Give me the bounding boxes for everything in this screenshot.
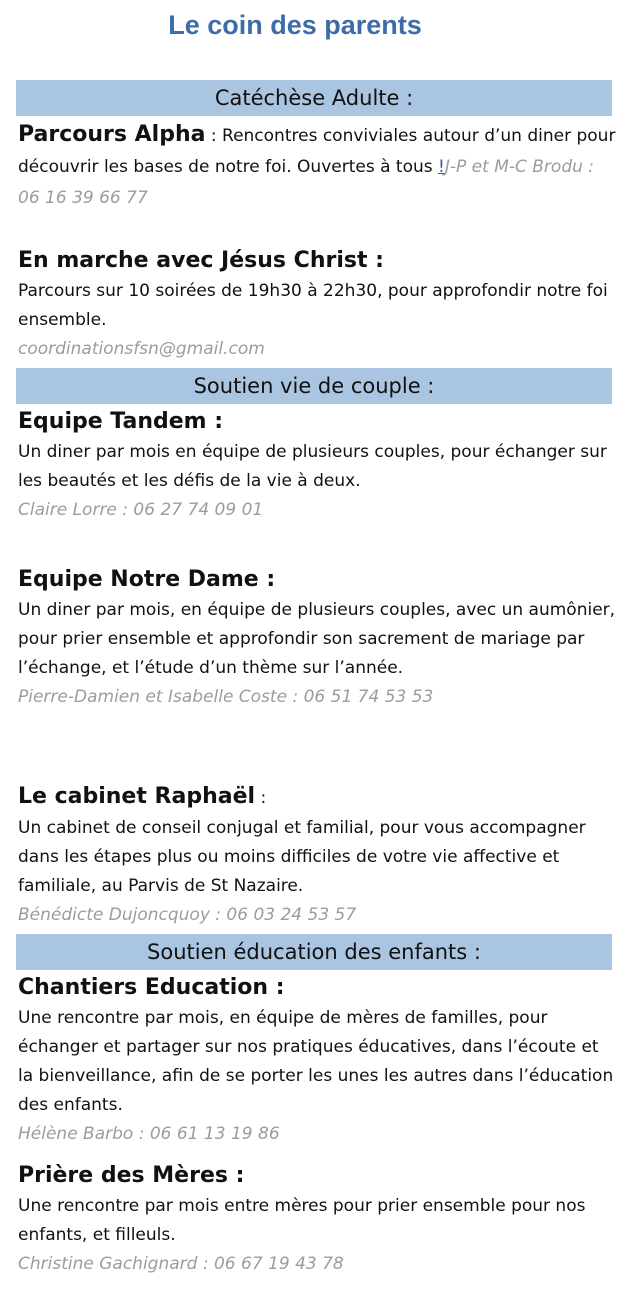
raphael-desc: Un cabinet de conseil conjugal et familial, pour vous accompagner dans les étapes plus ou moins difficiles de votre vie affective et familiale, au Parvis de St Nazaire. bbox=[18, 818, 586, 896]
section-band-couple: Soutien vie de couple : bbox=[16, 368, 612, 404]
entry-parcours-alpha bbox=[18, 119, 616, 214]
alpha-paragraph bbox=[18, 119, 616, 214]
entry-priere-des-meres bbox=[18, 1160, 616, 1279]
meres-desc: Une rencontre par mois entre mères pour prier ensemble pour nos enfants, et filleuls. bbox=[18, 1196, 586, 1245]
alpha-exclamation: ! bbox=[438, 157, 445, 177]
marche-desc: Parcours sur 10 soirées de 19h30 à 22h30, pour approfondir notre foi ensemble. bbox=[18, 281, 608, 330]
marche-title: En marche avec Jésus Christ : bbox=[18, 248, 384, 273]
notre-dame-contact: Pierre-Damien et Isabelle Coste : 06 51 74 53 53 bbox=[18, 687, 434, 707]
entry-equipe-tandem bbox=[18, 406, 616, 525]
entry-equipe-notre-dame bbox=[18, 564, 616, 712]
marche-contact: coordinationsfsn@gmail.com bbox=[18, 339, 265, 359]
section-band-catechese: Catéchèse Adulte : bbox=[16, 80, 612, 116]
entry-chantiers-education bbox=[18, 972, 616, 1149]
tandem-desc: Un diner par mois en équipe de plusieurs couples, pour échanger sur les beautés et les défis de la vie à deux. bbox=[18, 442, 607, 491]
meres-title: Prière des Mères : bbox=[18, 1163, 245, 1188]
raphael-heading bbox=[18, 781, 616, 814]
entry-cabinet-raphael bbox=[18, 781, 616, 930]
meres-contact: Christine Gachignard : 06 67 19 43 78 bbox=[18, 1254, 344, 1274]
alpha-desc: : Rencontres conviviales autour d’un diner pour découvrir les bases de notre foi. Ouvertes à tous bbox=[18, 126, 616, 177]
chantiers-desc: Une rencontre par mois, en équipe de mères de familles, pour échanger et partager sur nos pratiques éducatives, dans l’écoute et la bienveillance, afin de se porter les unes les autres dans l’éducation des enfants. bbox=[18, 1008, 614, 1115]
tandem-title: Equipe Tandem : bbox=[18, 409, 224, 434]
notre-dame-desc: Un diner par mois, en équipe de plusieurs couples, avec un aumônier, pour prier ensemble et approfondir son sacrement de mariage par l’échange, et l’étude d’un thème sur l’année. bbox=[18, 600, 616, 678]
alpha-contact: J-P et M-C Brodu : 06 16 39 66 77 bbox=[18, 157, 595, 208]
section-band-education: Soutien éducation des enfants : bbox=[16, 934, 612, 970]
raphael-contact: Bénédicte Dujoncquoy : 06 03 24 53 57 bbox=[18, 905, 357, 925]
raphael-title: Le cabinet Raphaël bbox=[18, 784, 256, 809]
page-title: Le coin des parents bbox=[168, 10, 422, 40]
entry-en-marche bbox=[18, 245, 616, 364]
chantiers-title: Chantiers Education : bbox=[18, 975, 285, 1000]
notre-dame-title: Equipe Notre Dame : bbox=[18, 567, 276, 592]
tandem-contact: Claire Lorre : 06 27 74 09 01 bbox=[18, 500, 264, 520]
alpha-title: Parcours Alpha bbox=[18, 122, 206, 147]
raphael-title-suffix: : bbox=[255, 788, 267, 808]
chantiers-contact: Hélène Barbo : 06 61 13 19 86 bbox=[18, 1124, 280, 1144]
